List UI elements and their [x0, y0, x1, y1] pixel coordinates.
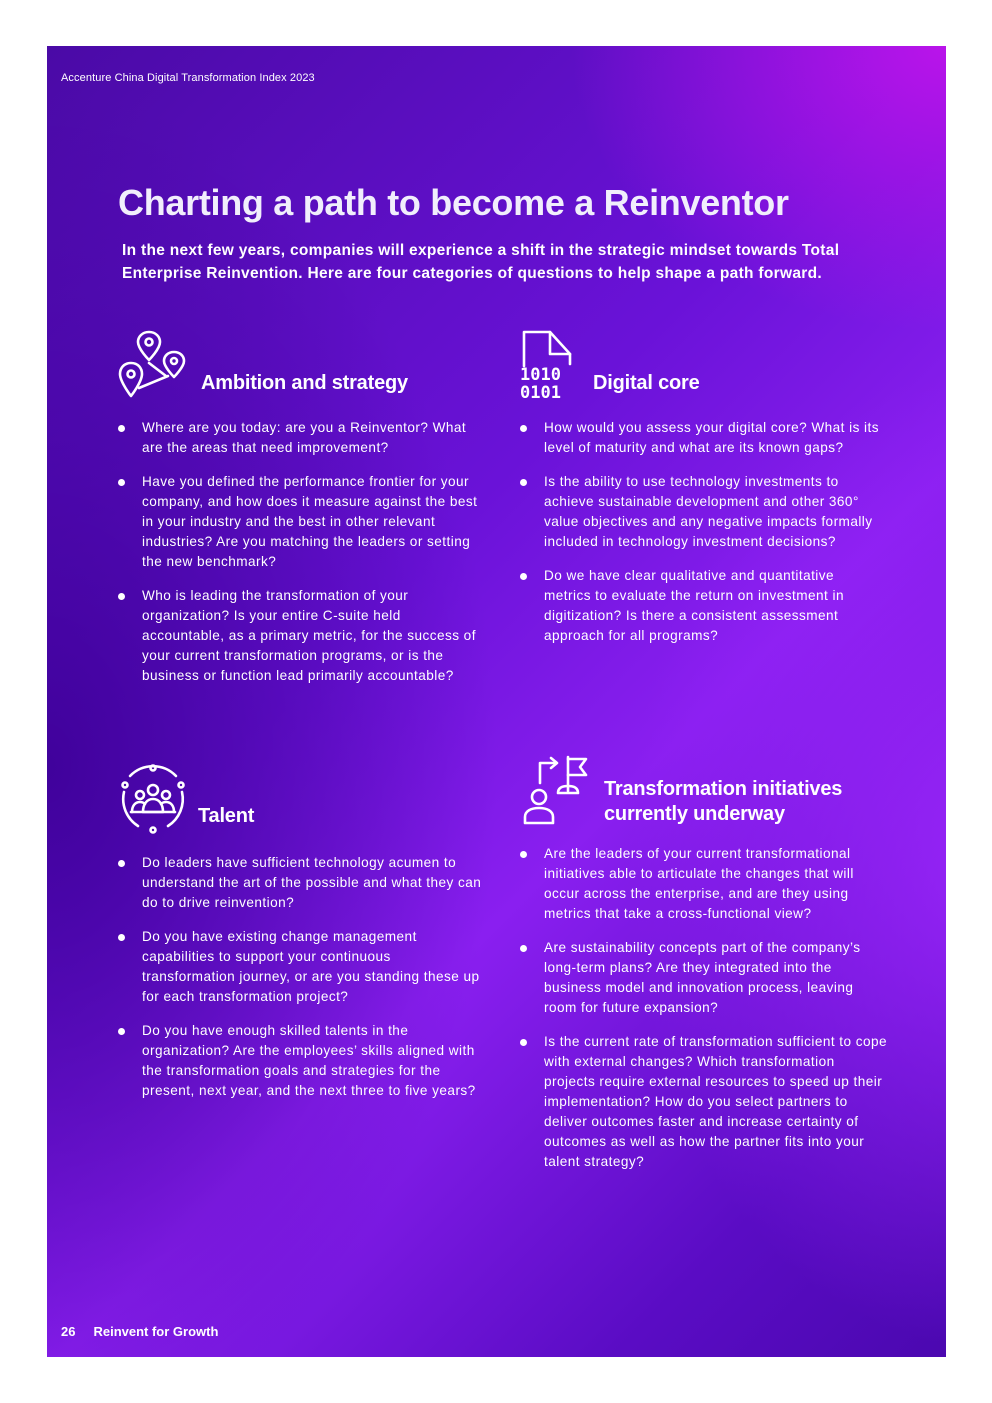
list-item: [520, 566, 885, 646]
section-ambition-strategy: [118, 330, 483, 700]
list-item: [118, 853, 483, 913]
question-text: Do leaders have sufficient technology acumen to understand the art of the possible and what they can do to drive reinvention?: [142, 855, 482, 910]
footer-section-name: Reinvent for Growth: [93, 1324, 219, 1339]
map-pins-icon: [118, 330, 188, 402]
question-text: Have you defined the performance frontier for your company, and how does it measure against the best in your industry and the best in other relevant industries? Are you matching the leaders or setting the new benchmark?: [142, 474, 478, 569]
section-header: [118, 330, 483, 410]
question-text: Are the leaders of your current transformational initiatives able to articulate the changes that will occur across the enterprise, and are they using metrics that take a cross-functional view?: [544, 846, 854, 921]
question-list: [520, 418, 885, 646]
svg-text:0101: 0101: [520, 383, 561, 402]
list-item: [520, 472, 885, 552]
report-title: Accenture China Digital Transformation Index 2023: [61, 72, 315, 84]
bullet-icon: [118, 934, 125, 941]
question-text: Do we have clear qualitative and quantitative metrics to evaluate the return on investment in digitization? Is there a consistent assessment approach for all programs?: [544, 568, 844, 643]
bullet-icon: [118, 479, 125, 486]
list-item: [520, 418, 885, 458]
list-item: [118, 472, 483, 572]
question-list: [520, 844, 890, 1172]
question-list: [118, 853, 483, 1101]
bullet-icon: [520, 1039, 527, 1046]
section-title: Digital core: [593, 372, 700, 394]
list-item: [118, 586, 483, 686]
section-talent: [118, 764, 483, 1115]
section-header: [118, 764, 483, 844]
question-text: Are sustainability concepts part of the company’s long-term plans? Are they integrated into the business model and innovation process, leaving room for future expansion?: [544, 940, 861, 1015]
question-text: Do you have enough skilled talents in the organization? Are the employees’ skills aligned with the transformation goals and strategies for the present, next year, and the next three to five years?: [142, 1023, 476, 1098]
question-text: How would you assess your digital core? What is its level of maturity and what are its known gaps?: [544, 420, 879, 455]
section-title: Talent: [198, 805, 255, 827]
binary-document-icon: [520, 330, 576, 402]
section-title: Transformation initiatives currently underway: [604, 778, 843, 825]
list-item: [118, 1021, 483, 1101]
bullet-icon: [118, 593, 125, 600]
question-list: [118, 418, 483, 686]
list-item: [520, 1032, 890, 1172]
page-title: Charting a path to become a Reinventor: [118, 182, 789, 223]
section-header: [520, 753, 890, 844]
list-item: [520, 844, 890, 924]
question-text: Do you have existing change management capabilities to support your continuous transformation journey, or are you standing these up for each transformation project?: [142, 929, 480, 1004]
question-text: Is the ability to use technology investments to achieve sustainable development and other 360° value objectives and any negative impacts formally included in technology investment decisions?: [544, 474, 873, 549]
question-text: Who is leading the transformation of your organization? Is your entire C-suite held accountable, as a primary metric, for the success of your current transformation programs, or is the business or function lead primarily accountable?: [142, 588, 476, 683]
bullet-icon: [118, 860, 125, 867]
people-circle-icon: [118, 764, 188, 834]
section-transformation-initiatives: [520, 753, 890, 1186]
bullet-icon: [520, 479, 527, 486]
bullet-icon: [118, 425, 125, 432]
section-header: [520, 330, 885, 410]
page-subtitle: In the next few years, companies will experience a shift in the strategic mindset towards Total Enterprise Reinvention. Here are four categories of questions to help shape a path forward.: [122, 242, 840, 282]
question-text: Where are you today: are you a Reinventor? What are the areas that need improvement?: [142, 420, 467, 455]
page-background: [47, 46, 946, 1357]
list-item: [118, 927, 483, 1007]
bullet-icon: [118, 1028, 125, 1035]
bullet-icon: [520, 425, 527, 432]
page-footer: [61, 1324, 218, 1339]
bullet-icon: [520, 945, 527, 952]
bullet-icon: [520, 573, 527, 580]
page-number: 26: [61, 1324, 76, 1339]
section-title: Ambition and strategy: [201, 372, 408, 394]
bullet-icon: [520, 851, 527, 858]
list-item: [118, 418, 483, 458]
svg-text:1010: 1010: [520, 365, 561, 385]
section-digital-core: [520, 330, 885, 660]
question-text: Is the current rate of transformation sufficient to cope with external changes? Which transformation projects require external resources to speed up their implementation? How do you select partners to deliver outcomes faster and increase certainty of outcomes as well as how the partner fits into your talent strategy?: [544, 1034, 888, 1169]
person-flag-icon: [520, 753, 592, 825]
list-item: [520, 938, 890, 1018]
